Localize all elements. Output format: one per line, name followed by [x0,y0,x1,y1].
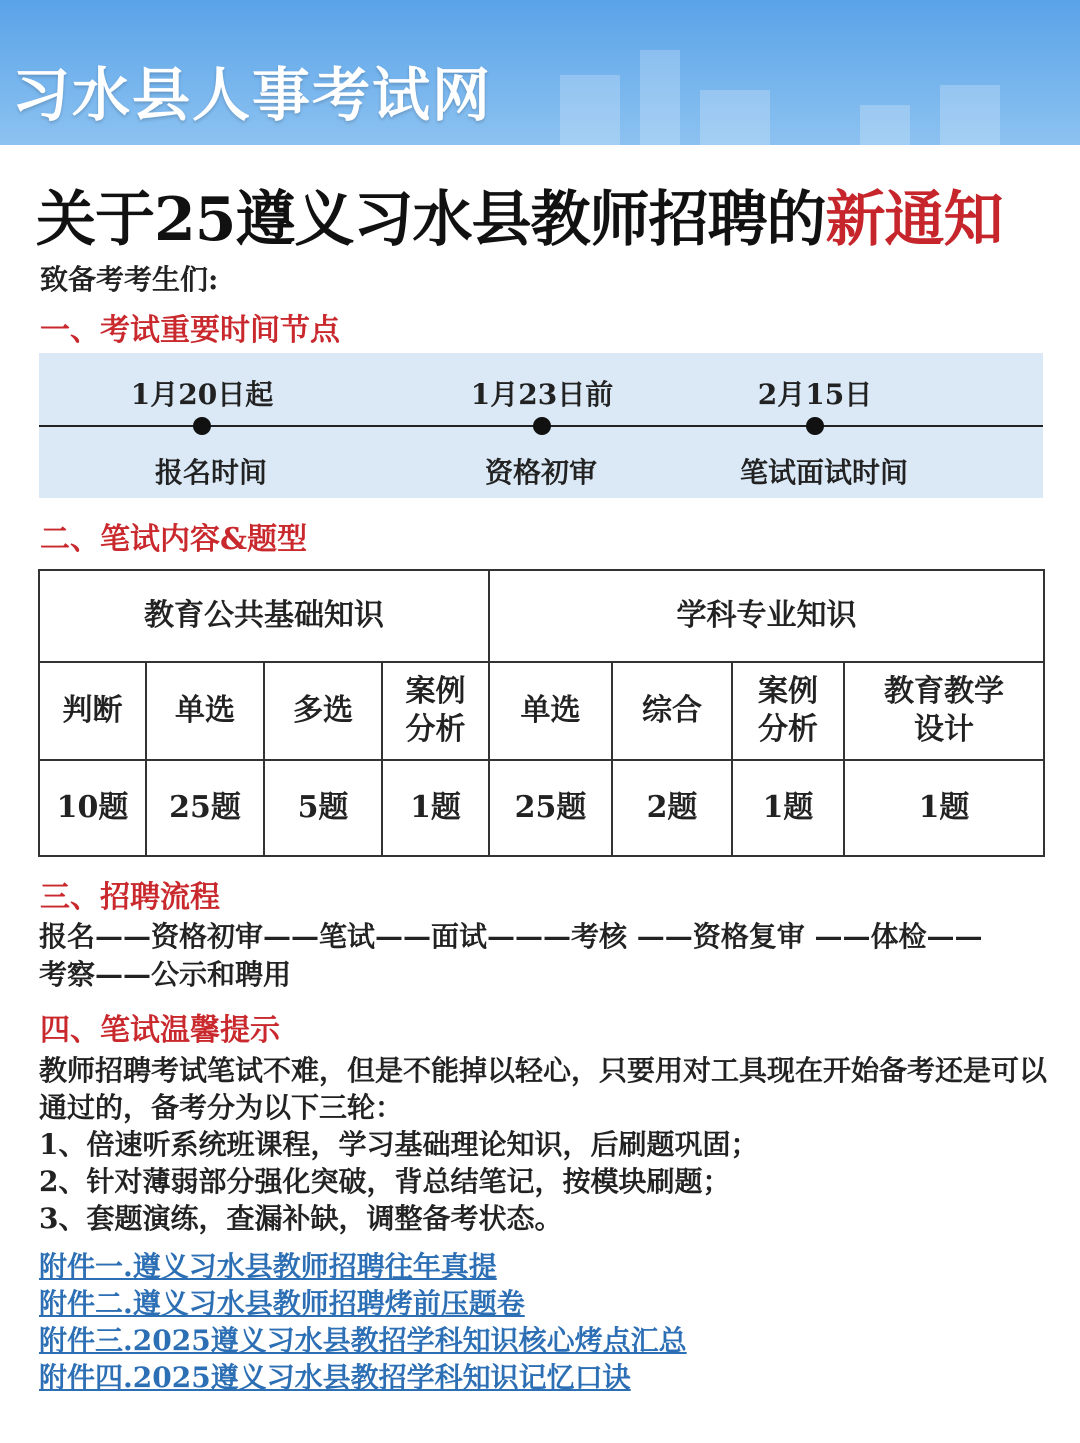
skyline-decoration [560,75,620,145]
site-name: 习水县人事考试网 [12,61,493,129]
timeline-date: 2月15日 [757,378,873,411]
timeline-date: 1月23日前 [470,378,614,411]
timeline-dot [806,417,824,435]
tips-item: 1、倍速听系统班课程，学习基础理论知识，后刷题巩固； [39,1128,759,1161]
timeline [39,353,1043,498]
question-type-cell: 教育教学设计 [844,662,1044,760]
process-line: 报名——资格初审——笔试——面试———考核 ——资格复审 ——体检—— [39,920,983,953]
table-group-header: 学科专业知识 [489,570,1044,662]
question-count-cell: 25题 [146,760,264,856]
table-row [39,570,1044,662]
section-heading-tips: 四、笔试温馨提示 [40,1013,280,1048]
timeline-event: 报名时间 [154,456,268,489]
exam-content-table [38,569,1045,857]
question-count-cell: 1题 [844,760,1044,856]
question-count-cell: 5题 [264,760,382,856]
timeline-dot [193,417,211,435]
timeline-date: 1月20日起 [130,378,274,411]
attachment-link-2[interactable]: 附件二.遵义习水县教师招聘烤前压题卷 [39,1287,525,1320]
skyline-decoration [860,105,910,145]
recruitment-process [39,918,1049,994]
tips-item: 2、针对薄弱部分强化突破，背总结笔记，按模块刷题； [39,1165,731,1198]
header-banner [0,0,1080,145]
table-row [39,662,1044,760]
question-count-cell: 2题 [612,760,732,856]
question-type-cell: 判断 [39,662,146,760]
tips-intro: 教师招聘考试笔试不难，但是不能掉以轻心，只要用对工具现在开始备考还是可以通过的，备考分为以下三轮： [39,1054,1048,1124]
question-type-cell: 案例分析 [732,662,844,760]
question-count-cell: 1题 [382,760,489,856]
title-main: 关于25遵义习水县教师招聘的 [36,185,826,255]
attachment-links [39,1248,687,1396]
timeline-event: 笔试面试时间 [739,456,909,489]
question-type-cell: 单选 [146,662,264,760]
question-count-cell: 1题 [732,760,844,856]
title-highlight: 新通知 [825,185,1003,255]
timeline-dot [533,417,551,435]
question-count-cell: 10题 [39,760,146,856]
timeline-event: 资格初审 [484,456,598,489]
attachment-link-1[interactable]: 附件一.遵义习水县教师招聘往年真提 [39,1250,497,1283]
table-group-header: 教育公共基础知识 [39,570,489,662]
skyline-decoration [940,85,1000,145]
section-heading-timeline: 一、考试重要时间节点 [40,313,340,348]
attachment-link-3[interactable]: 附件三.2025遵义习水县教招学科知识核心烤点汇总 [39,1324,687,1357]
skyline-decoration [700,90,770,145]
section-heading-exam-content: 二、笔试内容&题型 [40,522,308,557]
skyline-decoration [640,50,680,145]
tips-item: 3、套题演练，查漏补缺，调整备考状态。 [39,1202,563,1235]
question-type-cell: 多选 [264,662,382,760]
question-type-cell: 综合 [612,662,732,760]
section-heading-process: 三、招聘流程 [40,880,220,915]
question-type-cell: 案例分析 [382,662,489,760]
page-title [36,172,1003,258]
process-line: 考察——公示和聘用 [39,958,292,991]
question-type-cell: 单选 [489,662,612,760]
greeting: 致备考考生们: [40,263,219,296]
question-count-cell: 25题 [489,760,612,856]
tips-block [39,1052,1049,1237]
table-row [39,760,1044,856]
attachment-link-4[interactable]: 附件四.2025遵义习水县教招学科知识记忆口诀 [39,1361,631,1394]
